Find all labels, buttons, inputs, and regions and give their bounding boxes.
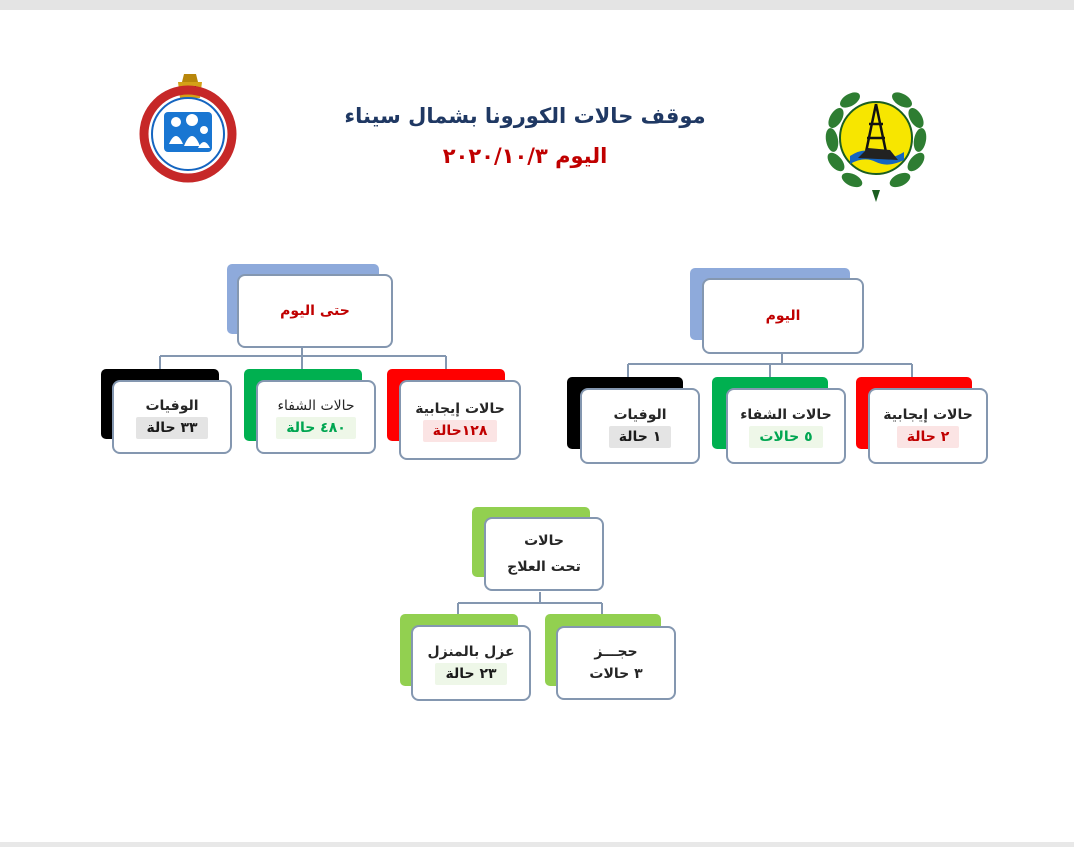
under-treatment-header-line1: حالات xyxy=(524,533,564,549)
to-date-deaths-value: ٣٣ حالة xyxy=(136,417,207,439)
today-deaths-label: الوفيات xyxy=(613,407,667,423)
to-date-recovered-label: حالات الشفاء xyxy=(277,398,355,414)
home-isolation-value: ٢٣ حالة xyxy=(435,663,506,685)
today-header-box xyxy=(702,278,864,354)
under-treatment-header-line2: تحت العلاج xyxy=(507,559,581,575)
today-recovered-label: حالات الشفاء xyxy=(740,407,832,423)
to-date-recovered-value: ٤٨٠ حالة xyxy=(276,417,356,439)
quarantine-label: حجـــز xyxy=(594,644,638,660)
to-date-recovered-box xyxy=(256,380,376,454)
today-recovered-box xyxy=(726,388,846,464)
to-date-positive-label: حالات إيجابية xyxy=(415,401,505,417)
under-treatment-header-box xyxy=(484,517,604,591)
today-positive-value: ٢ حالة xyxy=(897,426,960,448)
quarantine-box xyxy=(556,626,676,700)
to-date-deaths-box xyxy=(112,380,232,454)
to-date-positive-value: ١٢٨حالة xyxy=(423,420,498,442)
today-header-label: اليوم xyxy=(765,308,801,324)
home-isolation-box xyxy=(411,625,531,701)
quarantine-value: ٣ حالات xyxy=(589,666,643,682)
to-date-positive-box xyxy=(399,380,521,460)
today-deaths-value: ١ حالة xyxy=(609,426,672,448)
today-positive-label: حالات إيجابية xyxy=(883,407,973,423)
today-recovered-value: ٥ حالات xyxy=(749,426,822,448)
to-date-deaths-label: الوفيات xyxy=(145,398,199,414)
to-date-header-label: حتى اليوم xyxy=(280,303,350,319)
today-deaths-box xyxy=(580,388,700,464)
today-positive-box xyxy=(868,388,988,464)
to-date-header-box xyxy=(237,274,393,348)
home-isolation-label: عزل بالمنزل xyxy=(427,644,515,660)
page-title: موقف حالات الكورونا بشمال سيناء xyxy=(344,104,706,128)
report-date: اليوم ٢٠٢٠/١٠/٣ xyxy=(442,144,608,168)
